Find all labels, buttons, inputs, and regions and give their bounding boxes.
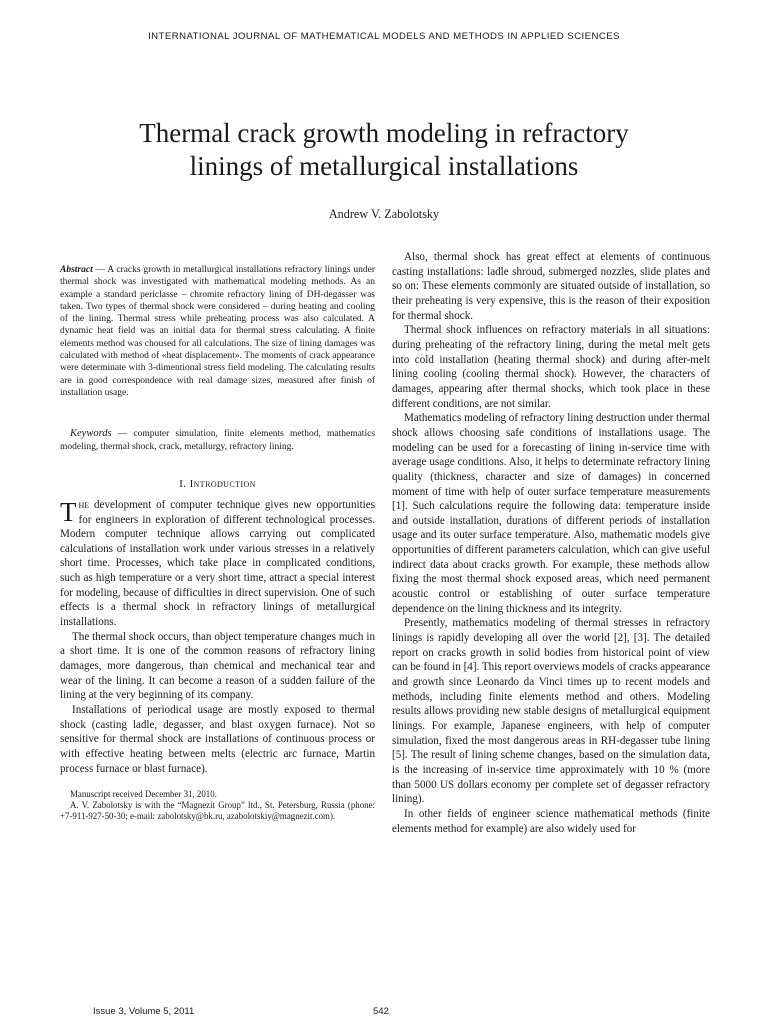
keywords-label: Keywords bbox=[70, 428, 112, 440]
keywords bbox=[60, 428, 375, 453]
section-heading-introduction bbox=[60, 478, 375, 490]
body-paragraph: Mathematics modeling of refractory lining destruction under thermal shock allows choosing safe conditions of installations usage. The modeling can be used for a forecasting of lining in-service time with average usage conditions. Also, it helps to determinate refractory lining quality (thickness, character and size of damages) in concerned moment of time with help of outer surface temperature measurements [1]. Such calculations require the following data: temperature inside and outside installation, durations of different periods of installation usage and its outer surface temperature. Also, mathematic models give opportunities of different parameters calculation, which can give useful indirect data about cracks growth. For example, these methods allow fixing the most thermal shock exposed areas, which need permanent acoustic control or establishing of outer surface temperature dependence on the lining thickness and its integrity. bbox=[392, 412, 710, 615]
intro-paragraph-1 bbox=[60, 498, 375, 630]
body-paragraph: In other fields of engineer science mathematical methods (finite elements method for example) are also widely used for bbox=[392, 807, 710, 835]
author-name: Andrew V. Zabolotsky bbox=[328, 207, 440, 221]
body-paragraph: Thermal shock influences on refractory materials in all situations: during preheating of the refractory lining, during the metal melt gets into cold installation (heating thermal shock) and during after-melt lining cooling (cooling thermal shock). However, the characters of damages, appearing after thermal shocks, which took place in these different conditions, are not similar. bbox=[392, 324, 710, 410]
intro-text-1: development of computer technique gives new opportunities for engineers in exploration of different technological processes. Modern computer technique allows carrying out complicated calculations of installation work under various stresses in a relatively short time. Processes, which take place in complicated conditions, such as high temperature or a very short time, attract a special interest for modeling, because of difficulties in direct supervision. One of such effects is a thermal shock in refractory linings of metallurgical installations. bbox=[60, 498, 375, 629]
intro-smallcaps: he bbox=[78, 498, 90, 511]
body-paragraph: Presently, mathematics modeling of thermal stresses in refractory linings is rapidly developing all over the world [2], [3]. The detailed report on cracks growth in solid bodies from historical point of view can be found in [4]. This report overviews models of cracks appearance and growth since Leonardo da Vinci times up to recent models and methods, including finite elements method and others. Modeling results allows providing new stable designs of metallurgical equipment linings. For example, Japanese engineers, with help of computer simulation, fixed the most dangerous areas in RH-degasser tube lining [5]. The result of lining scheme changes, based on the simulation data, is the increasing of in-service time approximately with 10 % (more than 5000 US dollars economy per complete set of degasser refractory lining). bbox=[392, 617, 710, 806]
page-number: 542 bbox=[373, 1006, 389, 1017]
left-column bbox=[60, 264, 375, 822]
title-line-1: Thermal crack growth modeling in refractory bbox=[139, 118, 629, 148]
right-column bbox=[392, 250, 710, 836]
drop-cap: T bbox=[60, 496, 77, 527]
footnotes bbox=[60, 789, 375, 822]
footer-issue: Issue 3, Volume 5, 2011 bbox=[93, 1006, 195, 1017]
keywords-text: — computer simulation, finite elements method, mathematics modeling, thermal shock, crack, metallurgy, refractory lining. bbox=[60, 429, 375, 452]
abstract-label: Abstract bbox=[60, 265, 93, 275]
footnote-affiliation: A. V. Zabolotsky is with the “Magnezit Group” ltd., St. Petersburg, Russia (phone: +7-911-927-50-30; e-mail: zabolotsky@bk.ru, azabolotskiy@magnezit.com). bbox=[60, 800, 375, 822]
journal-header: INTERNATIONAL JOURNAL OF MATHEMATICAL MODELS AND METHODS IN APPLIED SCIENCES bbox=[148, 31, 620, 42]
section-title: Introduction bbox=[189, 477, 256, 490]
body-paragraph: Also, thermal shock has great effect at elements of continuous casting installations: ladle shroud, submerged nozzles, slide plates and so on: These elements commonly are situated outside of installation, so their preheating is very expensive, this is the reason of their exposition for thermal shock. bbox=[392, 251, 710, 322]
abstract-text: — A cracks growth in metallurgical installations refractory linings under thermal shock was investigated with mathematical modeling methods. As an example a standard periclasse – chromite refractory lining of DH-degasser was taken. Two types of thermal shock were considered – during heating and cooling of the lining. Thermal stress while preheating process was also calculated. A dynamic heat field was an initial data for thermal stress calculating. A finite elements method was choused for all calculations. The size of lining damages was calculated with method of «heat displacement». The moments of crack appearance were determinate with 3-dimentional stress field modeling. The calculating results are in good correspondence with real damage sizes, measured after finish of installation usage. bbox=[60, 265, 375, 398]
title-line-2: linings of metallurgical installations bbox=[189, 151, 579, 181]
section-number: I. bbox=[179, 477, 187, 490]
paper-title bbox=[60, 117, 708, 183]
intro-paragraph-3: Installations of periodical usage are mostly exposed to thermal shock (casting ladle, degasser, and blast oxygen furnace). Not so sensitive for thermal shock are installations of continuous process or with effective heating between melts (electric arc furnace, Martin process furnace or blast furnace). bbox=[60, 704, 375, 775]
abstract bbox=[60, 264, 375, 399]
intro-paragraph-2: The thermal shock occurs, than object temperature changes much in a short time. It is one of the common reasons of refractory lining damages, more dangerous, than chemical and mechanical tear and wear of the lining. It can become a reason of a sudden failure of the lining at the very beginning of its company. bbox=[60, 630, 375, 702]
footnote-received: Manuscript received December 31, 2010. bbox=[70, 789, 217, 800]
